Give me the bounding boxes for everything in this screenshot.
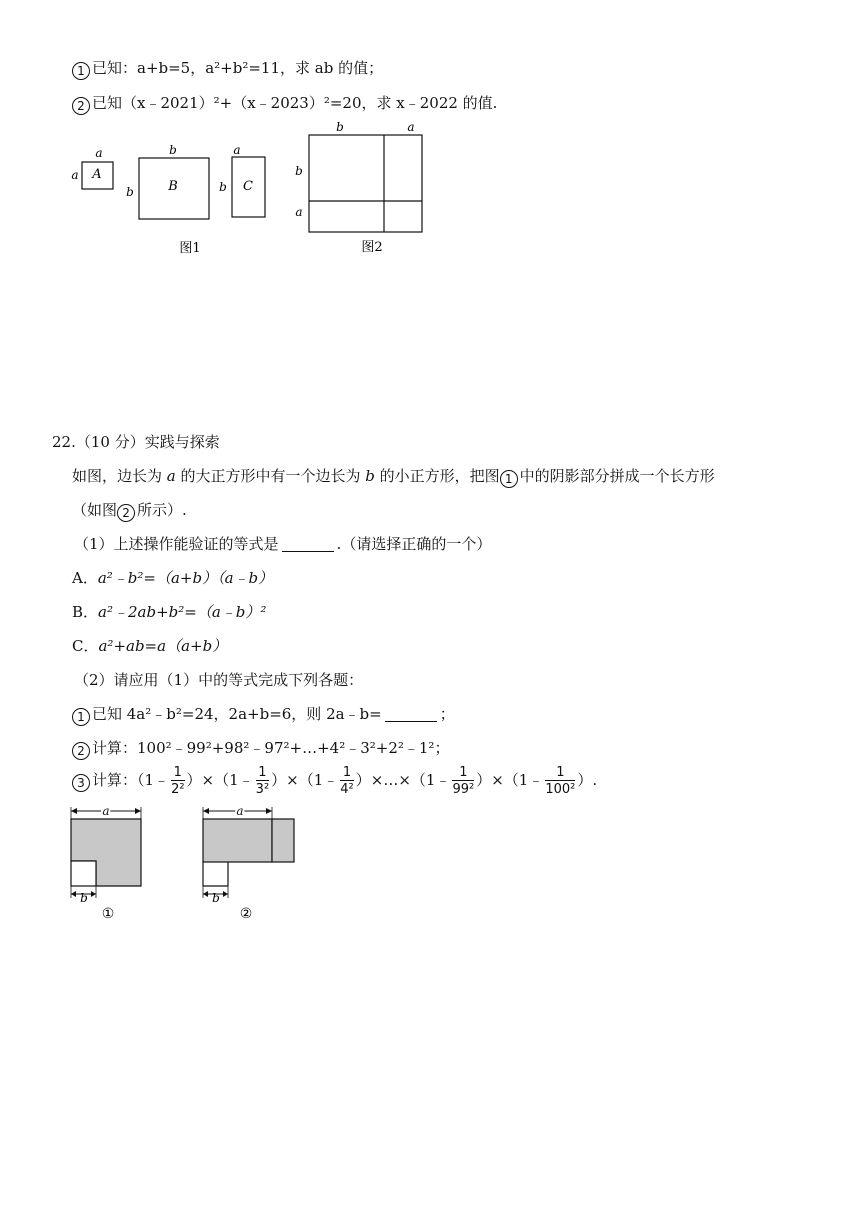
circled-number-marker: 1 — [500, 470, 518, 488]
product-term: （1﹣ $\frac{1}{\text{4²}}$ ）×…× — [298, 764, 411, 797]
q22-item3: 3 计算：（1﹣ $\frac{1}{\text{2²}}$ ）×（1﹣ $\frac{1}{\text{3²}}$ ）×（1﹣ $\frac{1}{\text{4²}}$ ）×…×（1﹣ $\frac{1}{\text{99²}}$ ）×（1﹣ $\frac{1}{\text{100²}}$ ）. — [72, 764, 597, 798]
q21-part1-text: 已知：a+b=5，a²+b²=11，求 ab 的值； — [92, 59, 384, 77]
circled-number-marker: 1 — [72, 62, 90, 80]
label-C: C — [243, 179, 253, 194]
q22-intro-line2: （如图 2 所示）. — [72, 501, 187, 520]
option-a: A．a²﹣b²=（a+b）（a﹣b） — [72, 569, 274, 587]
answer-blank — [282, 537, 334, 552]
fig2-caption: ② — [239, 906, 253, 922]
q22-item2: 2 计算：100²﹣99²+98²﹣97²+…+4²﹣3²+2²﹣1²； — [72, 738, 449, 760]
fraction: $\frac{1}{\text{3²}}$ — [255, 764, 270, 797]
q21-figure-1 — [66, 140, 286, 260]
circled-number-marker: 2 — [72, 97, 90, 115]
label-b-left: b — [126, 185, 134, 199]
label-a: a — [236, 804, 244, 818]
label-a-left: a — [295, 205, 303, 219]
small-square — [71, 861, 96, 886]
option-b: B．a²﹣2ab+b²=（a﹣b）² — [72, 603, 267, 621]
label-b-left-c: b — [219, 180, 227, 194]
label-a: a — [102, 804, 110, 818]
question-title: 实践与探索 — [144, 433, 220, 451]
q21-part1 — [72, 58, 383, 80]
circled-number-marker: 1 — [72, 708, 90, 726]
answer-blank — [385, 707, 437, 722]
shaded-rectangle-right — [272, 819, 294, 862]
question-points: （10 分） — [75, 433, 145, 451]
q21-figure-2 — [290, 116, 440, 256]
option-c: C．a²+ab=a（a+b） — [72, 637, 228, 655]
product-term: （1﹣ $\frac{1}{\text{2²}}$ ）× — [137, 764, 215, 797]
q22-intro-line1: 如图，边长为 a 的大正方形中有一个边长为 b 的小正方形，把图 1 中的阴影部分拼成一个长方形 — [72, 467, 715, 486]
label-b-top: b — [336, 120, 344, 134]
label-b-top: b — [169, 143, 177, 157]
q22-item1: 1 已知 4a²﹣b²=24，2a+b=6，则 2a﹣b= ； — [72, 704, 455, 726]
label-a-top: a — [407, 120, 415, 134]
label-a-left: a — [71, 168, 79, 182]
fraction: $\frac{1}{\text{99²}}$ — [452, 764, 475, 797]
q21-part2 — [72, 93, 497, 115]
fig1-caption: ① — [101, 906, 115, 922]
product-term: （1﹣ $\frac{1}{\text{100²}}$ ）. — [503, 764, 598, 797]
fig1-caption: 图1 — [179, 241, 201, 256]
circled-number-marker: 3 — [72, 774, 90, 792]
q22-sub2: （2）请应用（1）中的等式完成下列各题： — [74, 671, 364, 689]
label-A: A — [92, 167, 102, 182]
circled-number-marker: 2 — [117, 504, 135, 522]
label-a-top-c: a — [233, 143, 241, 157]
outer-rectangle — [309, 135, 422, 232]
fraction: $\frac{1}{\text{2²}}$ — [171, 764, 185, 797]
fig2-caption: 图2 — [361, 240, 383, 255]
q22-sub1: （1）上述操作能验证的等式是 .（请选择正确的一个） — [74, 535, 492, 553]
circled-number-marker: 2 — [72, 742, 90, 760]
label-b: b — [80, 891, 88, 905]
q22-heading — [52, 432, 220, 452]
fraction: $\frac{1}{\text{4²}}$ — [340, 764, 354, 797]
product-term: （1﹣ $\frac{1}{\text{3²}}$ ）× — [214, 764, 299, 797]
label-b: b — [212, 891, 220, 905]
q21-part2-text: 已知（x﹣2021）²+（x﹣2023）²=20，求 x﹣2022 的值. — [92, 94, 498, 112]
label-B: B — [168, 179, 178, 194]
fraction: $\frac{1}{\text{100²}}$ — [545, 764, 576, 797]
question-number: 22. — [52, 433, 76, 451]
shaded-rectangle-left — [203, 819, 272, 862]
label-a-top: a — [95, 146, 103, 160]
q22-figure-2 — [196, 800, 306, 924]
q22-figure-1 — [64, 800, 154, 924]
product-term: （1﹣ $\frac{1}{\text{99²}}$ ）× — [410, 764, 504, 797]
label-b-left: b — [295, 164, 303, 178]
